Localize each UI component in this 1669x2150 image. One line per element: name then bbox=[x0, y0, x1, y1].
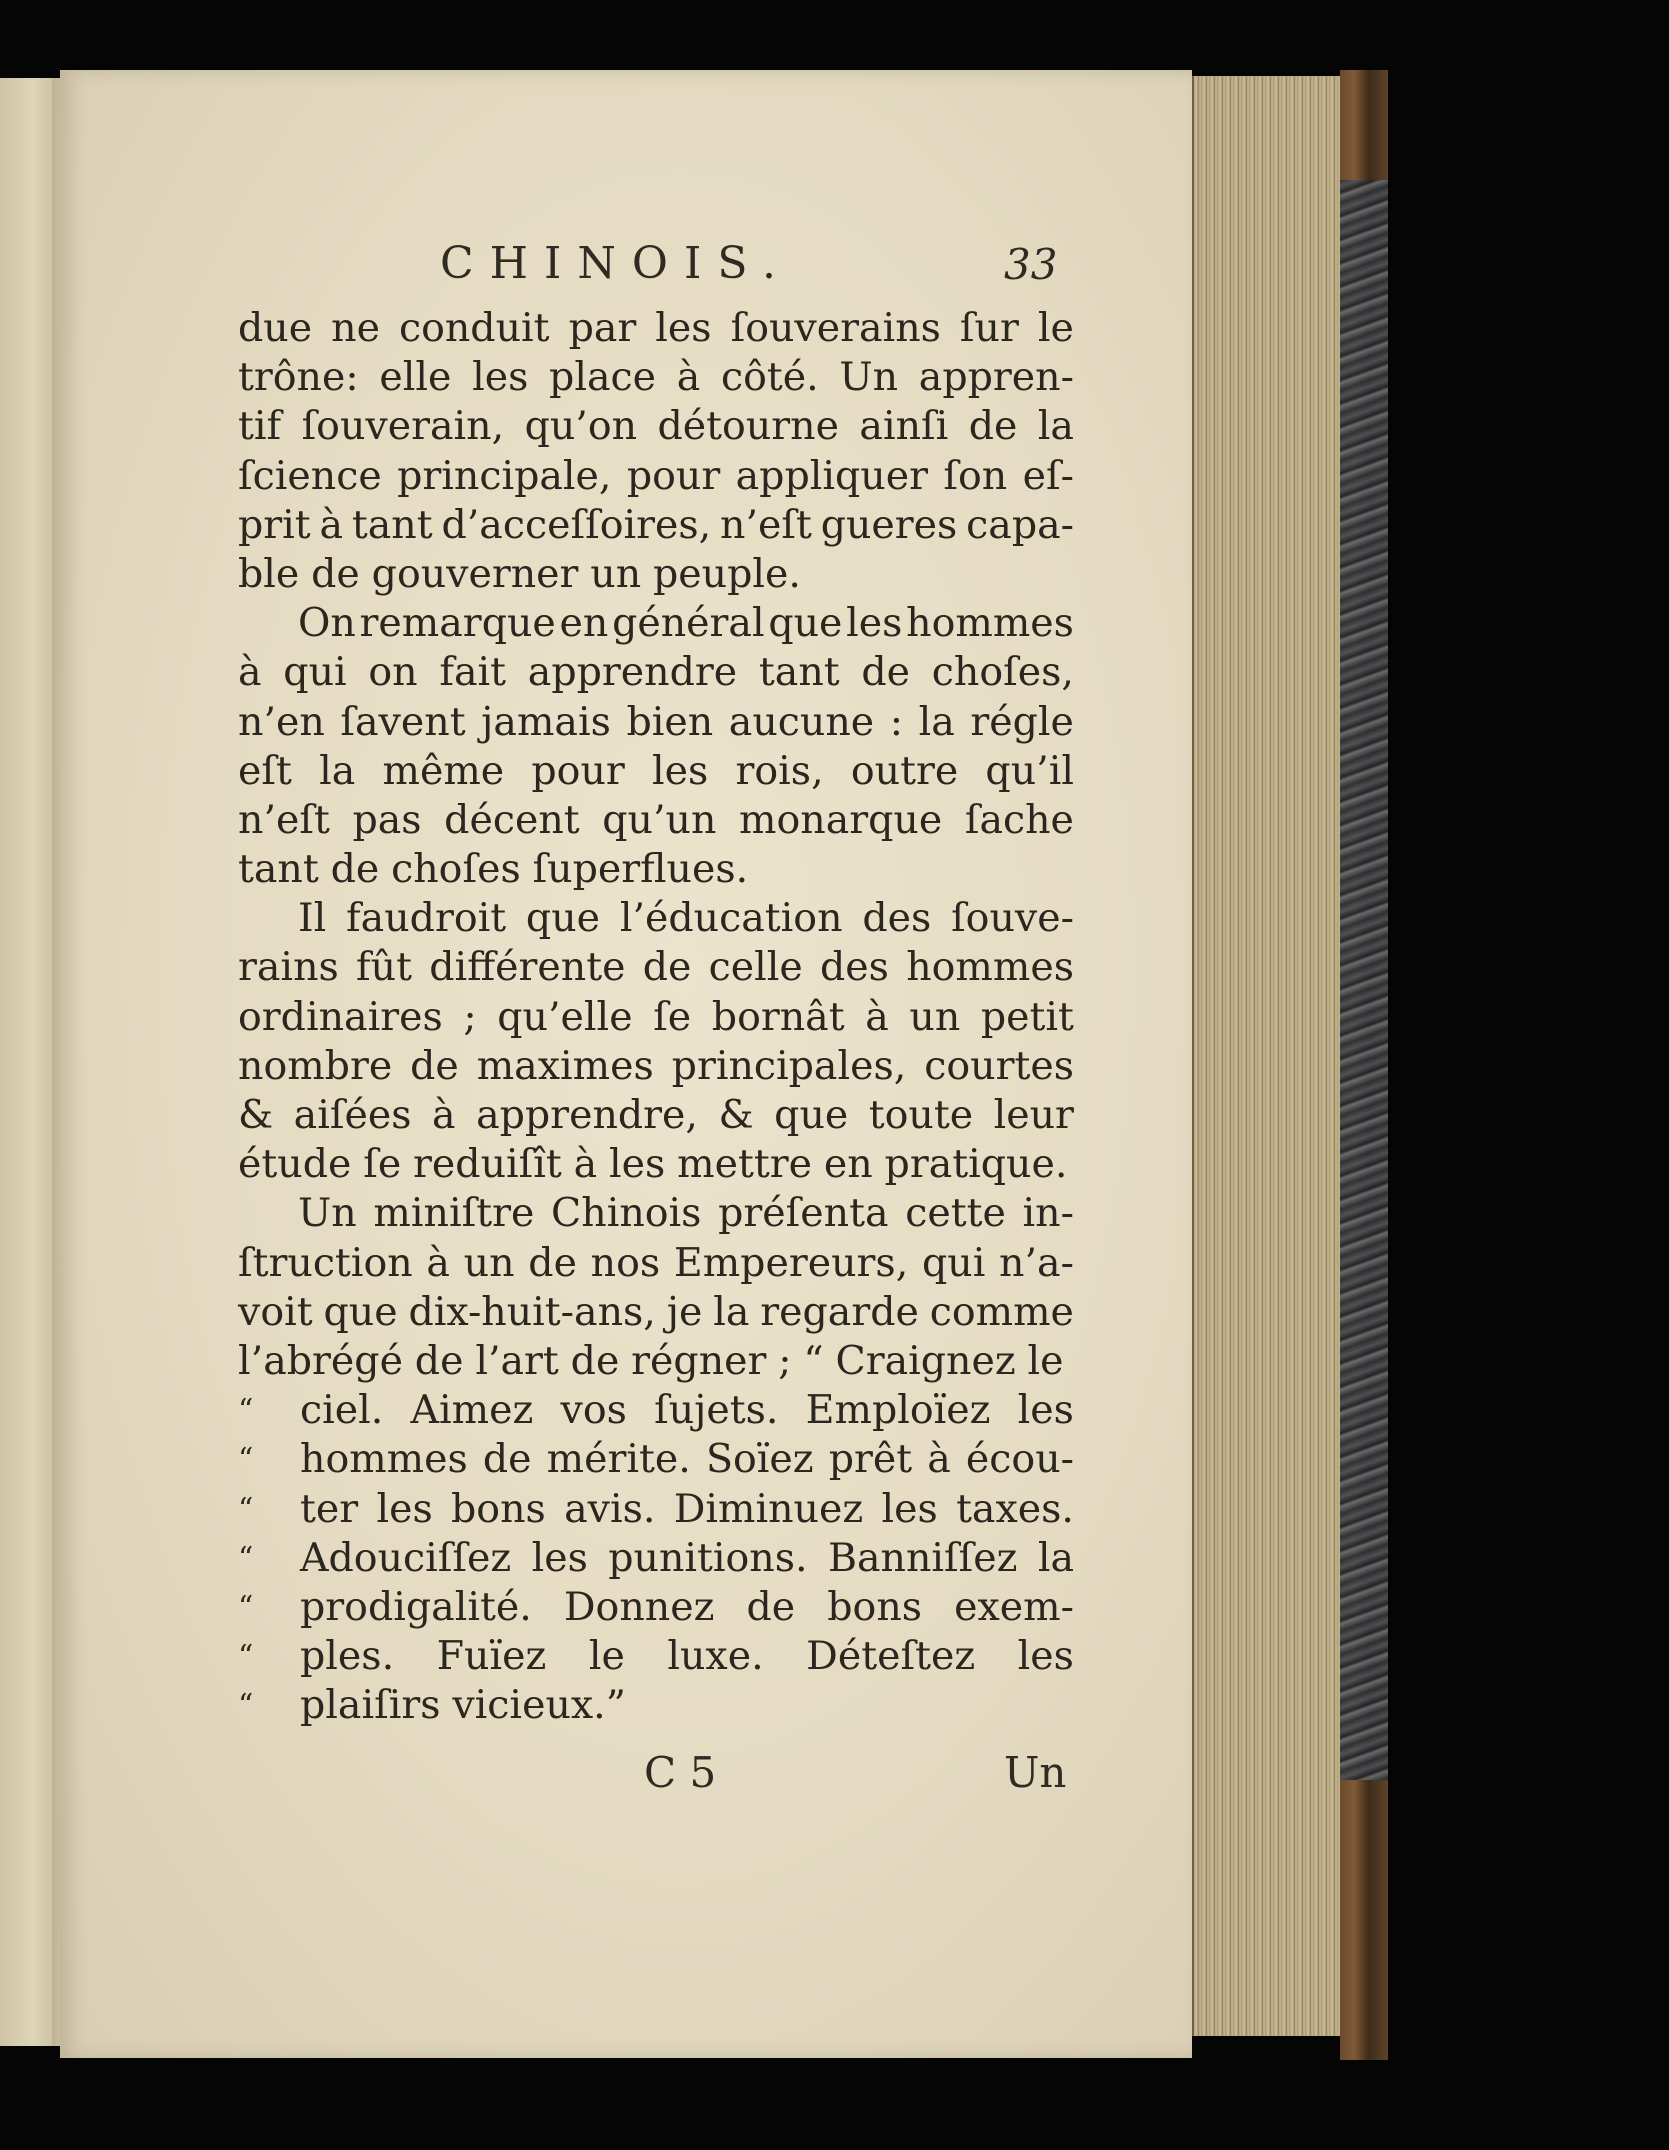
text-line: voit que dix-huit-ans, je la regarde comme bbox=[238, 1288, 1074, 1335]
text-line: ordinaires ; qu’elle ſe bornât à un petit bbox=[238, 993, 1074, 1040]
quotation-mark: “ bbox=[238, 1589, 254, 1625]
text-line: à qui on fait apprendre tant de choſes, bbox=[238, 649, 1074, 696]
quotation-mark: “ bbox=[238, 1540, 254, 1576]
signature-mark: C 5 bbox=[644, 1748, 717, 1797]
text-line: On remarque en général que les hommes bbox=[298, 600, 1074, 647]
text-line: & aiſées à apprendre, & que toute leur bbox=[238, 1092, 1074, 1138]
text-line: “ ter les bons avis. Diminuez les taxes. bbox=[238, 1485, 1074, 1534]
quotation-mark: “ bbox=[238, 1442, 254, 1478]
body-text bbox=[238, 304, 1074, 1730]
text-line: tant de choſes ſuperflues. bbox=[238, 846, 749, 893]
text-line: l’abrégé de l’art de régner ; “ Craignez le bbox=[238, 1337, 1064, 1384]
text-line: tif ſouverain, qu’on détourne ainſi de la bbox=[238, 403, 1074, 450]
text-line: eſt la même pour les rois, outre qu’il bbox=[238, 747, 1074, 794]
text-line: trône: elle les place à côté. Un appren- bbox=[238, 354, 1074, 401]
quotation-mark: “ bbox=[238, 1639, 254, 1675]
text-line: “ ciel. Aimez vos ſujets. Emploïez les bbox=[238, 1386, 1074, 1435]
text-line: “ hommes de mérite. Soïez prêt à écou- bbox=[238, 1435, 1074, 1484]
quotation-mark: “ bbox=[238, 1491, 254, 1527]
text-line: rains fût différente de celle des hommes bbox=[238, 944, 1074, 991]
text-line: due ne conduit par les ſouverains ſur le bbox=[238, 305, 1074, 351]
text-line: n’en ſavent jamais bien aucune : la régle bbox=[238, 698, 1074, 745]
text-line: Un miniſtre Chinois préſenta cette in- bbox=[298, 1190, 1074, 1237]
page-footer bbox=[0, 1748, 1669, 1808]
text-line: prit à tant d’acceſſoires, n’eſt gueres capa- bbox=[238, 501, 1074, 548]
text-line: ſtruction à un de nos Empereurs, qui n’a- bbox=[238, 1239, 1074, 1286]
text-line: “ prodigalité. Donnez de bons exem- bbox=[238, 1583, 1074, 1632]
text-line: Il faudroit que l’éducation des ſouve- bbox=[298, 895, 1074, 942]
text-line: ble de gouverner un peuple. bbox=[238, 550, 801, 597]
running-title: CHINOIS. bbox=[440, 238, 792, 289]
text-line: ſcience principale, pour appliquer ſon eſ- bbox=[238, 452, 1074, 499]
quotation-mark: “ bbox=[238, 1688, 254, 1724]
text-line: “ Adouciſſez les punitions. Banniſſez la bbox=[238, 1534, 1074, 1583]
page-header bbox=[0, 238, 1669, 298]
text-line: n’eſt pas décent qu’un monarque ſache bbox=[238, 796, 1074, 843]
text-line: étude ſe reduiſît à les mettre en pratique. bbox=[238, 1141, 1068, 1188]
marbled-paper bbox=[1340, 180, 1388, 1780]
text-line: nombre de maximes principales, courtes bbox=[238, 1042, 1074, 1089]
page-stack-edges bbox=[1192, 76, 1342, 2036]
quotation-mark: “ bbox=[238, 1393, 254, 1429]
page-number: 33 bbox=[1004, 240, 1058, 289]
text-line: “ plaiſirs vicieux.” bbox=[238, 1681, 1074, 1730]
text-line: “ ples. Fuïez le luxe. Déteſtez les bbox=[238, 1632, 1074, 1681]
catchword: Un bbox=[1004, 1748, 1067, 1797]
